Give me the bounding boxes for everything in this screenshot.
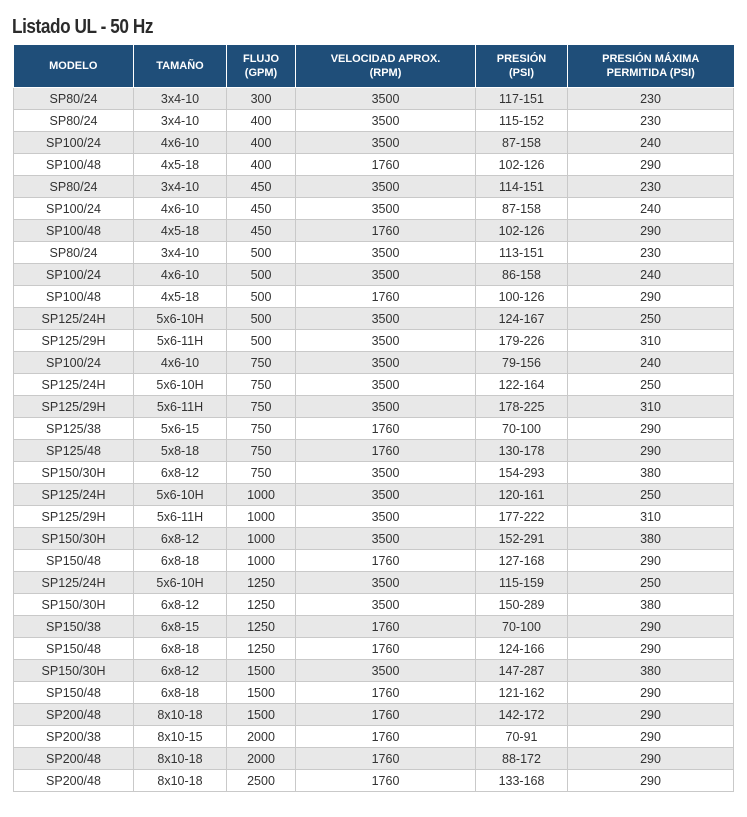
cell-modelo: SP125/24H <box>14 572 134 594</box>
cell-velocidad: 3500 <box>296 352 476 374</box>
table-row <box>14 528 734 550</box>
cell-velocidad: 3500 <box>296 264 476 286</box>
cell-modelo: SP200/48 <box>14 748 134 770</box>
cell-tamano: 4x5-18 <box>134 286 227 308</box>
cell-presion: 79-156 <box>476 352 568 374</box>
cell-velocidad: 1760 <box>296 286 476 308</box>
cell-presion: 88-172 <box>476 748 568 770</box>
column-tamano-header <box>134 45 227 88</box>
cell-modelo: SP100/48 <box>14 154 134 176</box>
header-row <box>14 45 734 88</box>
table-row <box>14 704 734 726</box>
cell-presion: 133-168 <box>476 770 568 792</box>
cell-velocidad: 3500 <box>296 176 476 198</box>
cell-flujo: 1000 <box>227 484 296 506</box>
spec-table <box>13 45 734 792</box>
cell-presion: 147-287 <box>476 660 568 682</box>
table-row <box>14 352 734 374</box>
cell-velocidad: 1760 <box>296 770 476 792</box>
table-row <box>14 440 734 462</box>
cell-presion-maxima: 380 <box>568 660 734 682</box>
cell-presion-maxima: 290 <box>568 770 734 792</box>
cell-flujo: 500 <box>227 286 296 308</box>
table-row <box>14 572 734 594</box>
cell-flujo: 750 <box>227 374 296 396</box>
cell-presion-maxima: 290 <box>568 682 734 704</box>
cell-velocidad: 3500 <box>296 110 476 132</box>
cell-flujo: 1250 <box>227 638 296 660</box>
cell-modelo: SP125/24H <box>14 484 134 506</box>
cell-presion: 154-293 <box>476 462 568 484</box>
column-presion-maxima-header <box>568 45 734 88</box>
table-row <box>14 242 734 264</box>
cell-tamano: 5x6-10H <box>134 572 227 594</box>
cell-flujo: 1500 <box>227 682 296 704</box>
cell-presion: 70-100 <box>476 616 568 638</box>
cell-presion-maxima: 310 <box>568 506 734 528</box>
cell-velocidad: 3500 <box>296 484 476 506</box>
cell-modelo: SP100/48 <box>14 286 134 308</box>
cell-velocidad: 3500 <box>296 198 476 220</box>
cell-velocidad: 3500 <box>296 330 476 352</box>
table-row <box>14 330 734 352</box>
cell-modelo: SP200/48 <box>14 704 134 726</box>
cell-velocidad: 3500 <box>296 594 476 616</box>
cell-presion-maxima: 290 <box>568 440 734 462</box>
cell-presion-maxima: 230 <box>568 176 734 198</box>
cell-flujo: 1000 <box>227 528 296 550</box>
cell-velocidad: 1760 <box>296 154 476 176</box>
cell-tamano: 4x6-10 <box>134 198 227 220</box>
cell-presion-maxima: 290 <box>568 726 734 748</box>
table-row <box>14 748 734 770</box>
cell-presion: 152-291 <box>476 528 568 550</box>
cell-tamano: 3x4-10 <box>134 110 227 132</box>
cell-flujo: 750 <box>227 396 296 418</box>
cell-presion-maxima: 310 <box>568 330 734 352</box>
cell-presion-maxima: 290 <box>568 638 734 660</box>
table-row <box>14 660 734 682</box>
table-row <box>14 198 734 220</box>
cell-presion: 100-126 <box>476 286 568 308</box>
cell-presion-maxima: 290 <box>568 704 734 726</box>
cell-tamano: 3x4-10 <box>134 176 227 198</box>
cell-tamano: 8x10-18 <box>134 770 227 792</box>
column-velocidad-header <box>296 45 476 88</box>
cell-presion-maxima: 290 <box>568 154 734 176</box>
cell-velocidad: 3500 <box>296 132 476 154</box>
cell-tamano: 5x8-18 <box>134 440 227 462</box>
cell-modelo: SP150/30H <box>14 462 134 484</box>
cell-flujo: 2000 <box>227 748 296 770</box>
cell-presion: 102-126 <box>476 220 568 242</box>
cell-presion: 177-222 <box>476 506 568 528</box>
cell-flujo: 1500 <box>227 660 296 682</box>
cell-presion: 115-152 <box>476 110 568 132</box>
cell-velocidad: 3500 <box>296 308 476 330</box>
cell-tamano: 5x6-10H <box>134 308 227 330</box>
cell-flujo: 500 <box>227 308 296 330</box>
cell-flujo: 1250 <box>227 572 296 594</box>
cell-tamano: 3x4-10 <box>134 88 227 110</box>
table-row <box>14 682 734 704</box>
column-flujo-header <box>227 45 296 88</box>
table-row <box>14 220 734 242</box>
column-presion-header <box>476 45 568 88</box>
cell-presion: 70-91 <box>476 726 568 748</box>
table-row <box>14 176 734 198</box>
cell-presion-maxima: 250 <box>568 374 734 396</box>
cell-flujo: 400 <box>227 110 296 132</box>
table-row <box>14 308 734 330</box>
cell-tamano: 4x6-10 <box>134 264 227 286</box>
cell-tamano: 8x10-15 <box>134 726 227 748</box>
cell-modelo: SP125/38 <box>14 418 134 440</box>
cell-velocidad: 1760 <box>296 682 476 704</box>
cell-modelo: SP200/38 <box>14 726 134 748</box>
header-label-line1: PRESIÓN MÁXIMA <box>602 53 700 65</box>
cell-modelo: SP125/48 <box>14 440 134 462</box>
cell-velocidad: 1760 <box>296 418 476 440</box>
cell-modelo: SP125/29H <box>14 396 134 418</box>
cell-tamano: 5x6-15 <box>134 418 227 440</box>
page-title: Listado UL - 50 Hz <box>12 16 154 38</box>
cell-presion-maxima: 380 <box>568 462 734 484</box>
cell-presion-maxima: 380 <box>568 528 734 550</box>
cell-tamano: 5x6-11H <box>134 396 227 418</box>
table-row <box>14 616 734 638</box>
cell-velocidad: 3500 <box>296 396 476 418</box>
cell-tamano: 5x6-10H <box>134 484 227 506</box>
cell-modelo: SP100/24 <box>14 132 134 154</box>
cell-velocidad: 3500 <box>296 660 476 682</box>
table-row <box>14 770 734 792</box>
table-row <box>14 550 734 572</box>
cell-flujo: 750 <box>227 440 296 462</box>
cell-presion-maxima: 240 <box>568 352 734 374</box>
header-label-line1: PRESIÓN <box>496 53 547 65</box>
cell-presion-maxima: 250 <box>568 308 734 330</box>
cell-presion-maxima: 290 <box>568 220 734 242</box>
cell-modelo: SP125/24H <box>14 374 134 396</box>
cell-modelo: SP150/38 <box>14 616 134 638</box>
cell-tamano: 6x8-18 <box>134 638 227 660</box>
cell-presion: 114-151 <box>476 176 568 198</box>
cell-presion: 87-158 <box>476 198 568 220</box>
table-row <box>14 110 734 132</box>
cell-flujo: 500 <box>227 264 296 286</box>
cell-modelo: SP150/30H <box>14 528 134 550</box>
cell-flujo: 300 <box>227 88 296 110</box>
cell-presion-maxima: 250 <box>568 572 734 594</box>
cell-tamano: 6x8-18 <box>134 550 227 572</box>
cell-presion-maxima: 290 <box>568 418 734 440</box>
cell-presion-maxima: 240 <box>568 264 734 286</box>
cell-modelo: SP125/29H <box>14 506 134 528</box>
table-row <box>14 726 734 748</box>
table-row <box>14 594 734 616</box>
cell-tamano: 3x4-10 <box>134 242 227 264</box>
table-row <box>14 286 734 308</box>
cell-modelo: SP100/24 <box>14 264 134 286</box>
cell-velocidad: 3500 <box>296 572 476 594</box>
cell-flujo: 450 <box>227 220 296 242</box>
cell-modelo: SP80/24 <box>14 88 134 110</box>
cell-modelo: SP125/29H <box>14 330 134 352</box>
table-row <box>14 418 734 440</box>
header-label-line1: FLUJO <box>242 53 280 65</box>
cell-flujo: 1000 <box>227 550 296 572</box>
cell-presion-maxima: 250 <box>568 484 734 506</box>
cell-tamano: 4x6-10 <box>134 132 227 154</box>
table-row <box>14 638 734 660</box>
cell-flujo: 400 <box>227 154 296 176</box>
cell-presion-maxima: 230 <box>568 242 734 264</box>
cell-flujo: 400 <box>227 132 296 154</box>
cell-flujo: 500 <box>227 330 296 352</box>
table-row <box>14 264 734 286</box>
table-row <box>14 506 734 528</box>
cell-flujo: 450 <box>227 176 296 198</box>
cell-modelo: SP80/24 <box>14 110 134 132</box>
cell-modelo: SP80/24 <box>14 176 134 198</box>
cell-presion-maxima: 290 <box>568 748 734 770</box>
cell-presion: 117-151 <box>476 88 568 110</box>
header-label-line2: (PSI) <box>508 67 535 79</box>
cell-presion: 150-289 <box>476 594 568 616</box>
cell-presion-maxima: 240 <box>568 198 734 220</box>
cell-modelo: SP125/24H <box>14 308 134 330</box>
cell-flujo: 750 <box>227 352 296 374</box>
cell-flujo: 750 <box>227 462 296 484</box>
cell-flujo: 1250 <box>227 594 296 616</box>
cell-modelo: SP150/48 <box>14 682 134 704</box>
cell-velocidad: 3500 <box>296 88 476 110</box>
table-body <box>14 88 734 792</box>
cell-velocidad: 3500 <box>296 374 476 396</box>
cell-modelo: SP150/48 <box>14 638 134 660</box>
cell-presion: 115-159 <box>476 572 568 594</box>
cell-tamano: 6x8-12 <box>134 528 227 550</box>
cell-modelo: SP100/48 <box>14 220 134 242</box>
table-row <box>14 396 734 418</box>
cell-velocidad: 1760 <box>296 616 476 638</box>
header-label-line2: (RPM) <box>369 67 402 79</box>
cell-tamano: 6x8-15 <box>134 616 227 638</box>
cell-presion-maxima: 290 <box>568 616 734 638</box>
cell-presion: 122-164 <box>476 374 568 396</box>
cell-presion: 127-168 <box>476 550 568 572</box>
cell-tamano: 5x6-10H <box>134 374 227 396</box>
header-label-line1: TAMAÑO <box>156 60 204 72</box>
table-row <box>14 132 734 154</box>
cell-tamano: 5x6-11H <box>134 330 227 352</box>
cell-modelo: SP80/24 <box>14 242 134 264</box>
cell-velocidad: 3500 <box>296 462 476 484</box>
cell-flujo: 2000 <box>227 726 296 748</box>
cell-presion-maxima: 310 <box>568 396 734 418</box>
cell-velocidad: 1760 <box>296 550 476 572</box>
cell-tamano: 4x5-18 <box>134 154 227 176</box>
cell-presion-maxima: 240 <box>568 132 734 154</box>
cell-presion-maxima: 230 <box>568 110 734 132</box>
cell-presion: 121-162 <box>476 682 568 704</box>
cell-flujo: 1250 <box>227 616 296 638</box>
cell-modelo: SP150/30H <box>14 594 134 616</box>
table-row <box>14 154 734 176</box>
cell-tamano: 6x8-12 <box>134 462 227 484</box>
cell-presion-maxima: 290 <box>568 550 734 572</box>
table-row <box>14 462 734 484</box>
cell-modelo: SP100/24 <box>14 352 134 374</box>
cell-presion: 124-167 <box>476 308 568 330</box>
cell-flujo: 500 <box>227 242 296 264</box>
cell-presion: 120-161 <box>476 484 568 506</box>
cell-modelo: SP150/30H <box>14 660 134 682</box>
column-modelo-header <box>14 45 134 88</box>
cell-flujo: 1500 <box>227 704 296 726</box>
cell-velocidad: 3500 <box>296 528 476 550</box>
cell-velocidad: 1760 <box>296 704 476 726</box>
header-label-line1: VELOCIDAD APROX. <box>330 53 441 65</box>
cell-flujo: 2500 <box>227 770 296 792</box>
table-header <box>14 45 734 88</box>
cell-tamano: 8x10-18 <box>134 704 227 726</box>
cell-tamano: 4x6-10 <box>134 352 227 374</box>
cell-tamano: 8x10-18 <box>134 748 227 770</box>
header-label-line1: MODELO <box>49 60 98 72</box>
cell-flujo: 450 <box>227 198 296 220</box>
cell-presion: 179-226 <box>476 330 568 352</box>
cell-tamano: 6x8-18 <box>134 682 227 704</box>
cell-presion: 130-178 <box>476 440 568 462</box>
cell-modelo: SP200/48 <box>14 770 134 792</box>
table-row <box>14 88 734 110</box>
cell-presion: 142-172 <box>476 704 568 726</box>
cell-modelo: SP150/48 <box>14 550 134 572</box>
cell-tamano: 6x8-12 <box>134 660 227 682</box>
cell-presion: 86-158 <box>476 264 568 286</box>
header-label-line2: PERMITIDA (PSI) <box>606 67 695 79</box>
cell-tamano: 4x5-18 <box>134 220 227 242</box>
header-label-line2: (GPM) <box>244 67 278 79</box>
cell-presion: 102-126 <box>476 154 568 176</box>
cell-velocidad: 1760 <box>296 220 476 242</box>
cell-velocidad: 1760 <box>296 440 476 462</box>
cell-presion: 70-100 <box>476 418 568 440</box>
cell-presion-maxima: 290 <box>568 286 734 308</box>
cell-tamano: 6x8-12 <box>134 594 227 616</box>
cell-modelo: SP100/24 <box>14 198 134 220</box>
cell-presion: 178-225 <box>476 396 568 418</box>
cell-velocidad: 3500 <box>296 242 476 264</box>
cell-velocidad: 1760 <box>296 748 476 770</box>
cell-presion: 113-151 <box>476 242 568 264</box>
cell-velocidad: 1760 <box>296 638 476 660</box>
cell-presion-maxima: 230 <box>568 88 734 110</box>
table-row <box>14 484 734 506</box>
cell-flujo: 750 <box>227 418 296 440</box>
cell-presion: 87-158 <box>476 132 568 154</box>
cell-presion: 124-166 <box>476 638 568 660</box>
cell-presion-maxima: 380 <box>568 594 734 616</box>
table-row <box>14 374 734 396</box>
cell-velocidad: 1760 <box>296 726 476 748</box>
cell-tamano: 5x6-11H <box>134 506 227 528</box>
cell-velocidad: 3500 <box>296 506 476 528</box>
cell-flujo: 1000 <box>227 506 296 528</box>
